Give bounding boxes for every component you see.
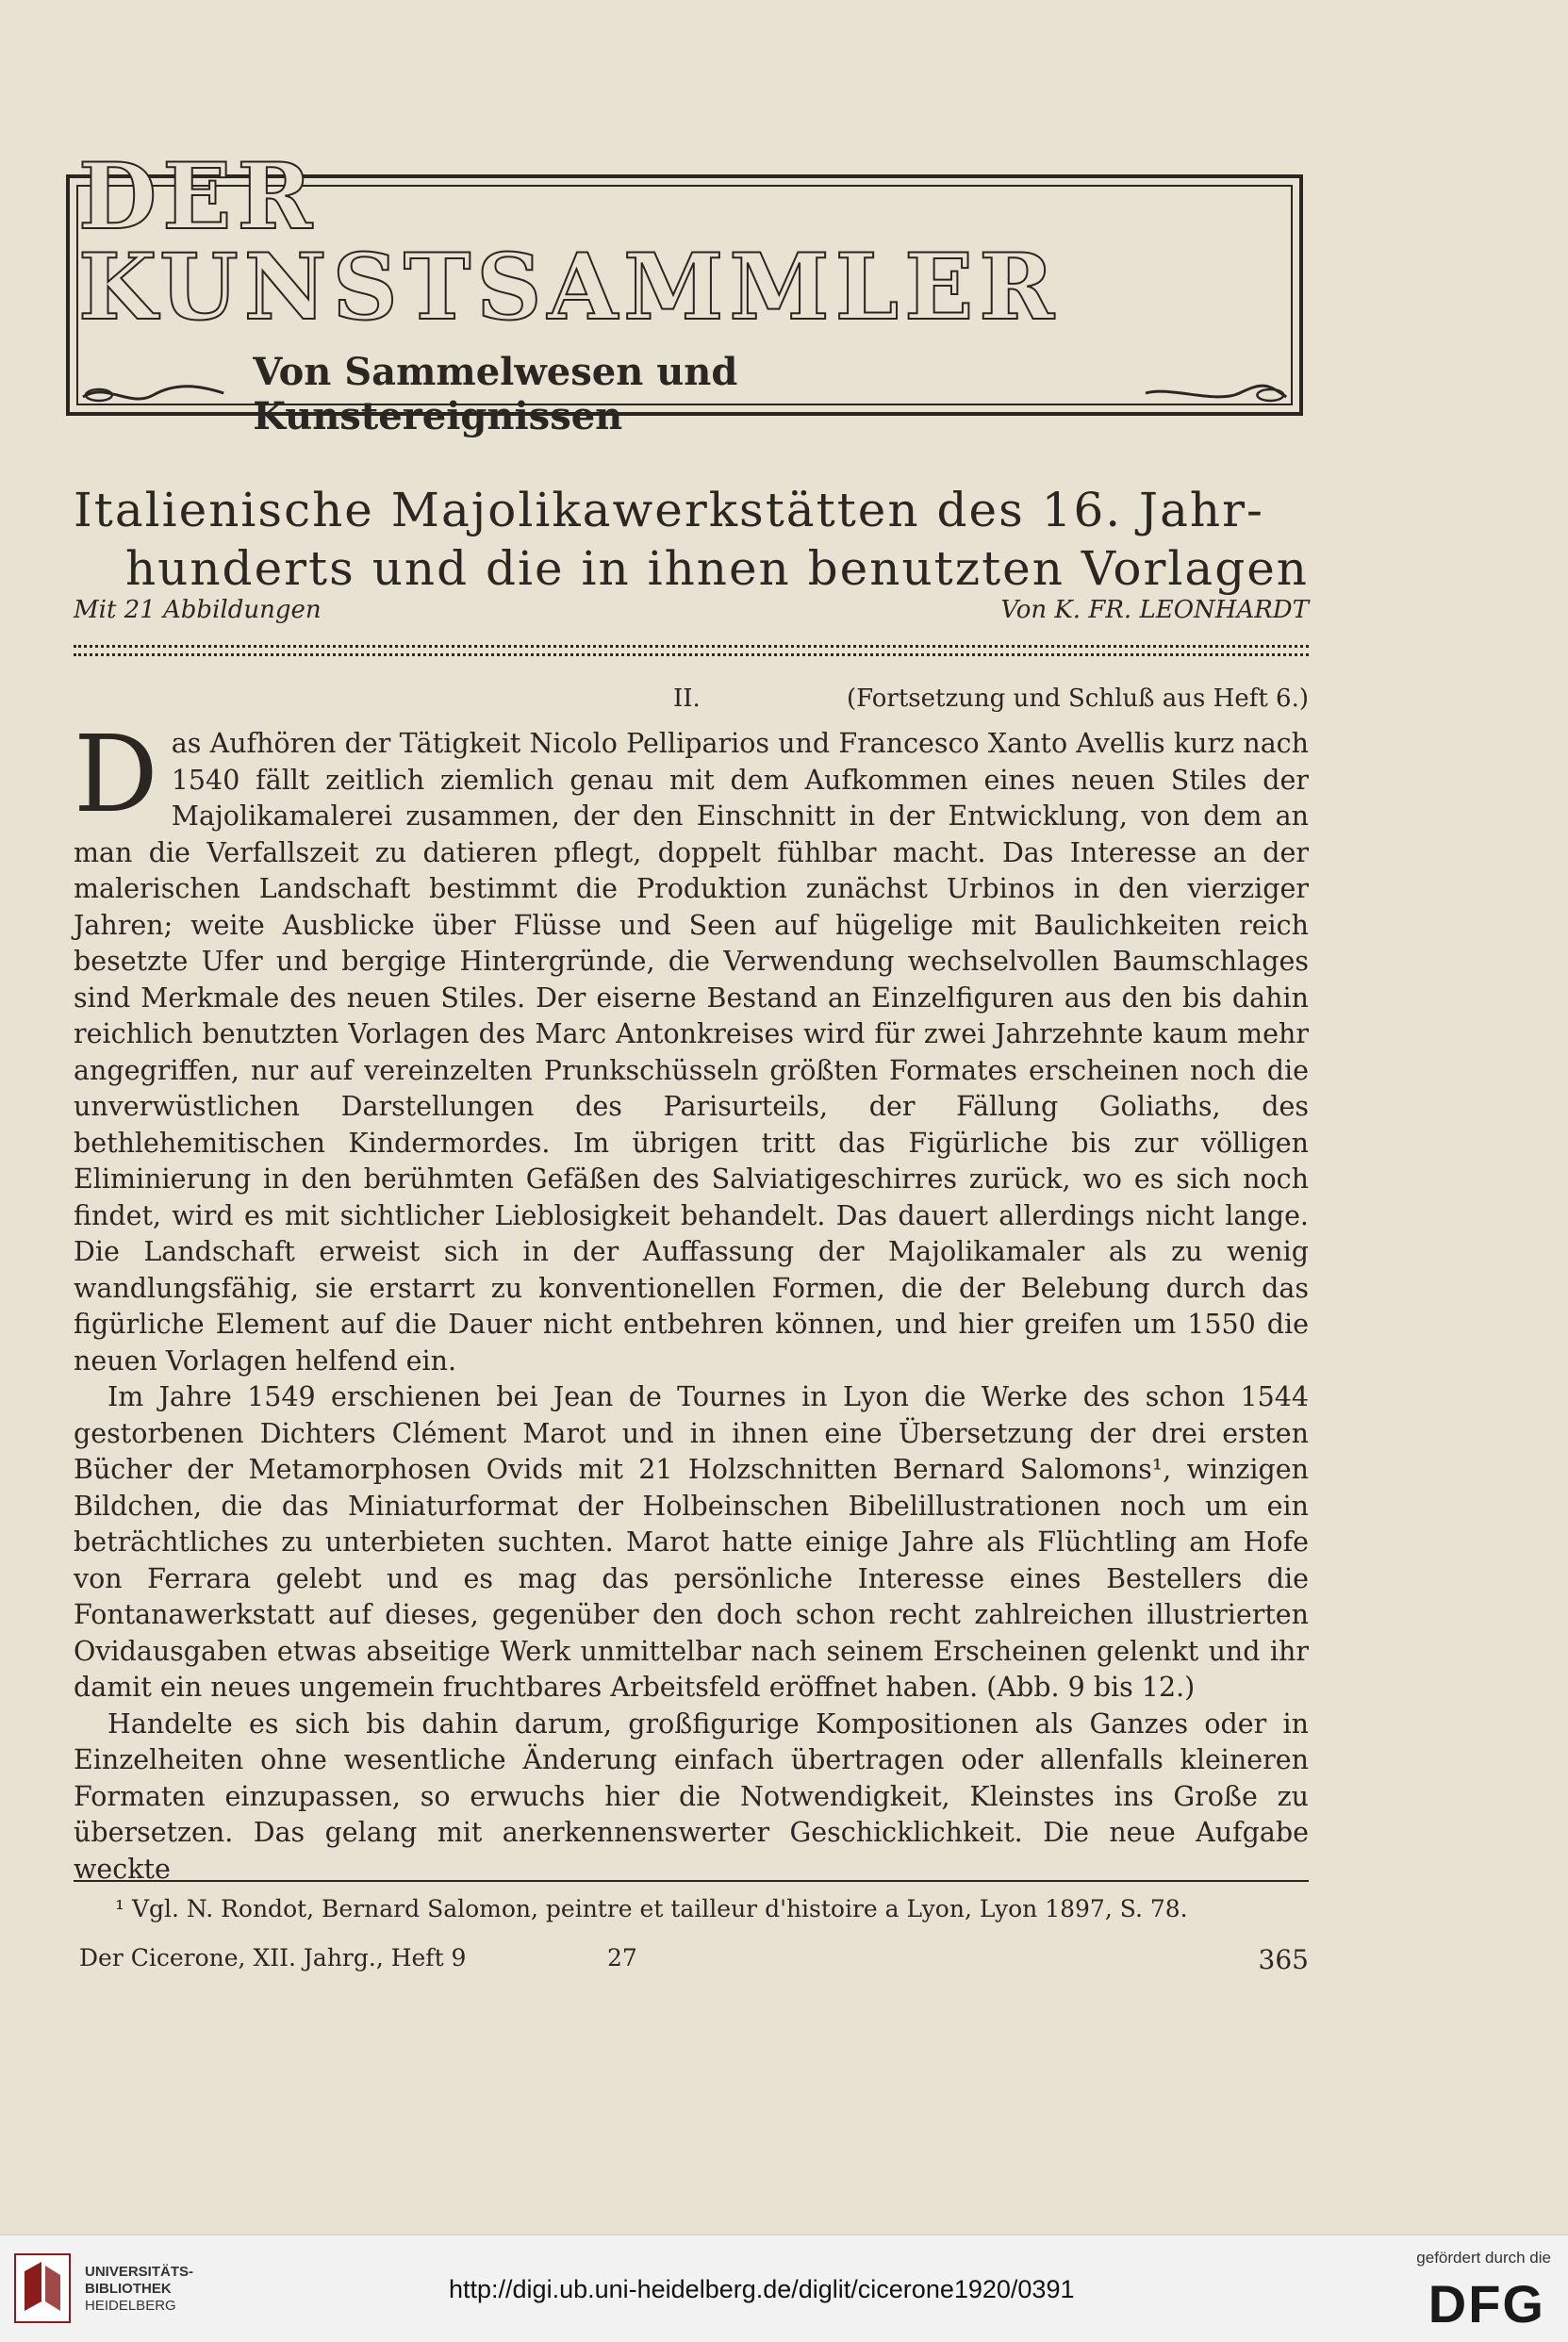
right-flourish-icon	[1141, 380, 1291, 408]
paragraph-2: Im Jahre 1549 erschienen bei Jean de Tournes in Lyon die Werke des schon 1544 gestorbenen Dichters Clément Marot und in ihnen eine Übersetzung der drei ersten Bücher der Metamorphosen Ovids mit 21 Holzschnitten Bernard Salomons¹, winzigen Bildchen, die das Miniaturformat der Holbeinschen Bibelillustrationen noch um ein beträchtliches zu unterbieten suchten. Marot hatte einige Jahre als Flüchtling am Hofe von Ferrara gelebt und es mag das persönliche Interesse eines Bestellers die Fontanawerkstatt auf dieses, gegenüber den doch schon recht zahlreichen illustrierten Ovidausgaben etwas abseitige Werk unmittelbar nach seinem Erscheinen gelenkt und ihr damit ein neues ungemein fruchtbares Arbeitsfeld eröffnet haben. (Abb. 9 bis 12.)	[74, 1381, 1309, 1703]
paragraph-3: Handelte es sich bis dahin darum, großfigurige Kompositionen als Ganzes oder in Einzelheiten ohne wesentliche Änderung einfach übertragen oder allenfalls kleineren Formaten einzupassen, so erwuchs hier die Notwendigkeit, Kleinstes ins Große zu übersetzen. Das gelang mit anerkennenswerter Geschicklichkeit. Die neue Aufgabe weckte	[74, 1707, 1309, 1885]
byline	[74, 596, 1309, 624]
masthead-subtitle: Von Sammelwesen und Kunstereignissen	[253, 350, 738, 438]
article-title-line-2: hunderts und die in ihnen benutzten Vorlagen	[124, 541, 1309, 596]
permalink-url[interactable]: http://digi.ub.uni-heidelberg.de/diglit/cicerone1920/0391	[449, 2275, 1075, 2303]
paragraph-1-text: as Aufhören der Tätigkeit Nicolo Pelliparios und Francesco Xanto Avellis kurz nach 1540 fällt zeitlich ziemlich genau mit dem Aufkommen eines neuen Stiles der Majolikamalerei zusammen, der den Einschnitt in der Entwicklung, von dem an man die Verfallszeit zu datieren pflegt, doppelt fühlbar macht. Das Interesse an der malerischen Landschaft bestimmt die Produktion zunächst Urbinos in den vierziger Jahren; weite Ausblicke über Flüsse und Seen auf hügelige mit Baulichkeiten reich besetzte Ufer und bergige Hintergründe, die Verwendung wechselvollen Baumschlages sind Merkmale des neuen Stiles. Der eiserne Bestand an Einzelfiguren aus den bis dahin reichlich benutzten Vorlagen des Marc Antonkreises wird für zwei Jahrzehnte kaum mehr angegriffen, nur auf vereinzelten Prunkschüsseln größten Formates erscheinen noch die unverwüstlichen Darstellungen des Parisurteils, der Fällung Goliaths, des bethlehemitischen Kindermordes. Im übrigen tritt das Figürliche bis zur völligen Eliminierung in den berühmten Gefäßen des Salviatigeschirres zurück, wo es sich noch findet, wird es mit sichtlicher Lieblosigkeit behandelt. Das dauert allerdings nicht lange. Die Landschaft erweist sich in der Auffassung der Majolikamaler als zu wenig wandlungsfähig, sie erstarrt zu konventionellen Formen, die der Belebung durch das figürliche Element auf die Dauer nicht entbehren können, und hier greifen um 1550 die neuen Vorlagen helfend ein.	[74, 728, 1309, 1377]
signature-mark: 27	[607, 1944, 637, 1971]
paragraph-1	[74, 714, 1309, 1379]
footnote: ¹ Vgl. N. Rondot, Bernard Salomon, peintre et tailleur d'histoire a Lyon, Lyon 1897, S. 78.	[115, 1895, 1188, 1922]
masthead-subtitle-row	[78, 350, 1291, 438]
article-title-line-1: Italienische Majolikawerkstätten des 16. Jahr-	[74, 483, 1264, 537]
author: Von K. FR. LEONHARDT	[1000, 596, 1309, 624]
library-line-3: HEIDELBERG	[85, 2298, 176, 2314]
page-number: 365	[1258, 1944, 1309, 1975]
left-flourish-icon	[78, 380, 228, 408]
footnote-rule	[74, 1880, 1309, 1882]
figures-note: Mit 21 Abbildungen	[74, 596, 322, 624]
library-line-1: UNIVERSITÄTS-	[85, 2264, 194, 2280]
masthead-title: DER KUNSTSAMMLER	[78, 143, 1061, 340]
library-name[interactable]	[85, 2264, 193, 2315]
library-bar	[0, 2235, 1568, 2342]
masthead-inner-frame	[76, 143, 1293, 438]
funding-note: gefördert durch die	[1416, 2249, 1551, 2267]
drop-cap: D	[74, 714, 158, 836]
continuation-note: (Fortsetzung und Schluß aus Heft 6.)	[847, 684, 1309, 713]
university-library-logo-icon[interactable]	[13, 2252, 72, 2324]
article-title	[74, 481, 1309, 598]
article-body	[74, 714, 1309, 1888]
masthead	[66, 143, 1303, 438]
section-number: II.	[673, 684, 701, 713]
library-line-2: BIBLIOTHEK	[85, 2281, 172, 2297]
dotted-divider	[74, 645, 1309, 656]
dfg-logo[interactable]: DFG	[1428, 2274, 1545, 2334]
journal-reference: Der Cicerone, XII. Jahrg., Heft 9	[79, 1944, 467, 1971]
